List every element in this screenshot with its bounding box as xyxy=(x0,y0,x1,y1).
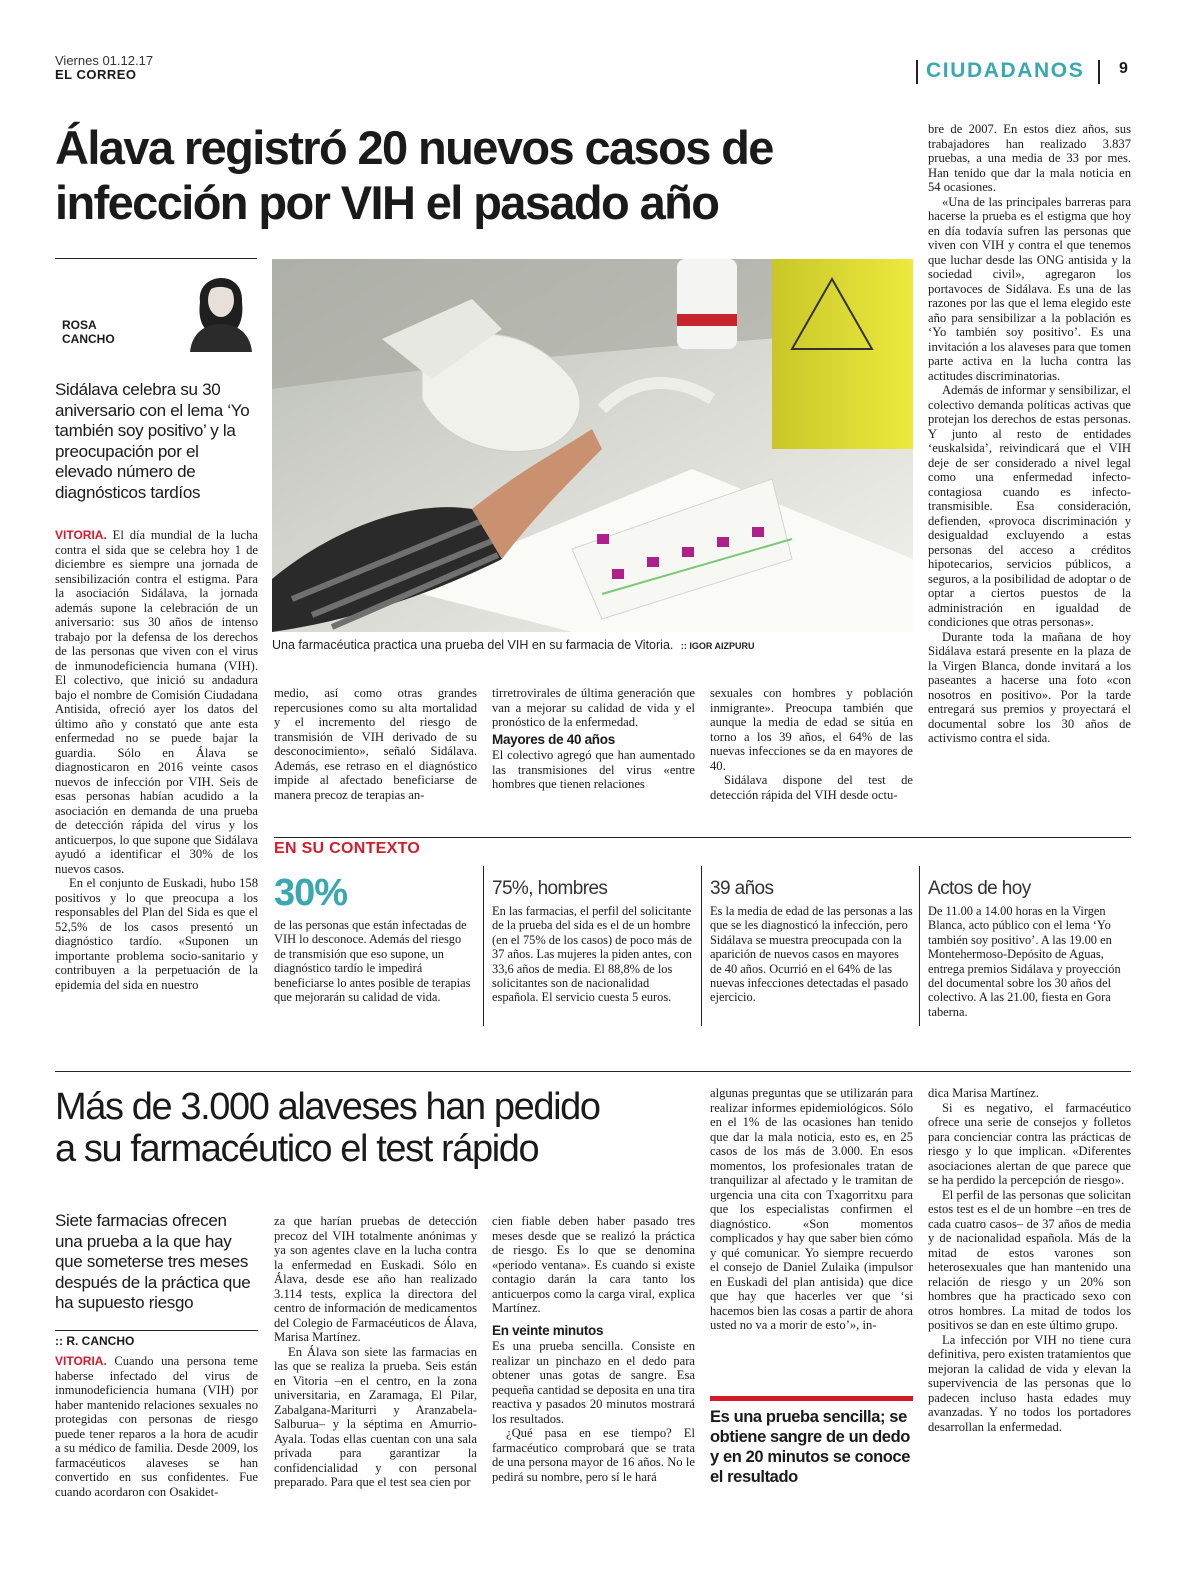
article-1-para-2: En el conjunto de Euskadi, hubo 158 positivos y lo que preocupa a los responsables del Plan del Sida es que el 52,5% de los casos presentó un diagnóstico tardío. «Suponen un importante problema socio-sanitario y contribuyen a la perpetuación de la epidemia del sida en nuestro xyxy=(55,876,258,992)
article-2-col5-para-3: El perfil de las personas que solicitan estos test es el de un hombre –en tres de cada cuatro casos– de 37 años de media y de nacionalidad española. Más de la mitad de estos varones son heterosexuales que han mantenido una relación de riesgo y un 20% son hombres que ha practicado sexo con otros hombres. La mitad de todos los positivos se dan en este último grupo. xyxy=(928,1187,1131,1332)
article-2-col2-para-2: En Álava son siete las farmacias en las que se realiza la prueba. Seis están en Vitoria –en el centro, en la zona universitaria, en Zaramaga, El Pilar, Zabalgana-Mariturri y Aranzabela-Salburua– y la séptima en Amurrio-Ayala. Todas ellas cuentan con una sala privada para garantizar la confidencialidad y con personal preparado. Para que el test sea cien por xyxy=(274,1344,477,1489)
article-separator xyxy=(55,1071,1131,1072)
headline-2-line-2: a su farmacéutico el test rápido xyxy=(55,1128,539,1170)
article-2-col3-para-1: cien fiable deben haber pasado tres meses desde que se realizó la práctica de riesgo. Es lo que se denomina «periodo ventana». Es cuando si existe contagio darán la cara tanto los anticuerpos como la carga viral, explica Martínez. xyxy=(492,1214,695,1315)
dateline-place-2: VITORIA. xyxy=(55,1354,107,1368)
section-name: CIUDADANOS xyxy=(926,59,1085,82)
headline-line-1: Álava registró 20 nuevos casos de xyxy=(55,121,773,174)
article-1-col4-text-b: Sidálava dispone del test de detección rápida del VIH desde octu- xyxy=(710,773,913,802)
author-name xyxy=(62,318,115,346)
article-1-para-1: El día mundial de la lucha contra el sida que se celebra hoy 1 de diciembre es siempre una jornada de sensibilización contra el estigma. Para la asociación Sidálava, la jornada además supone la celebración de un aniversario: sus 30 años de intenso trabajo por la defensa de los derechos de las personas que viven con el virus de inmunodeficiencia humana (VIH). El colectivo, que inició su andadura bajo el nombre de Comisión Ciudadana Antisida, ofreció ayer los datos del último año y constató que ante esta enfermedad no se puede bajar la guardia. Sólo en Álava se diagnosticaron en 2016 veinte casos nuevos de infección por VIH. Seis de esas personas habían acudido a la asociación en demanda de una prueba de detección rápida del virus y los anticuerpos, lo que supone que Sidálava ayudó a identificar el 30% de los nuevos casos. xyxy=(55,528,258,876)
article-2-col2-para-1: za que harían pruebas de detección precoz del VIH totalmente anónimas y ya son agentes clave en la lucha contra la enfermedad en Euskadi. Sólo en Álava, desde ese año han realizado 3.114 tests, explica la directora del centro de información de medicamentos del Colegio de Farmacéuticos de Álava, Marisa Martínez. xyxy=(274,1214,477,1344)
context-box-3 xyxy=(710,878,913,1005)
byline-article-2: :: R. CANCHO xyxy=(55,1334,135,1348)
context-box-2 xyxy=(492,878,692,1005)
headline-line-2: infección por VIH el pasado año xyxy=(55,176,719,229)
section-divider-right xyxy=(1098,60,1100,84)
article-1-column-5 xyxy=(928,122,1131,746)
context-box-4 xyxy=(928,878,1131,1019)
article-2-col3-para-2: Es una prueba sencilla. Consiste en realizar un pinchazo en el dedo para obtener unas gotas de sangre. Esa pequeña cantidad se deposita en una tira reactiva y pasados 20 minutos mostrará los resultados. xyxy=(492,1339,695,1426)
context-box-1-text: de las personas que están infectadas de VIH lo desconoce. Además del riesgo de transmisión que eso supone, un diagnóstico tardío le impedirá beneficiarse lo antes posible de terapias que mejorarán su calidad de vida. xyxy=(274,918,471,1005)
article-2-subheading: En veinte minutos xyxy=(492,1322,604,1338)
article-1-col5-para-4: Durante toda la mañana de hoy Sidálava estará presente en la plaza de la Virgen Blanca, donde invitará a los paseantes a hacerse una foto «con nosotros en positivo». Por la tarde entregará sus premios y proyectará el documental sobre los 30 años de activismo contra el sida. xyxy=(928,629,1131,745)
page-date: Viernes 01.12.17 xyxy=(55,53,154,68)
headline-2-line-1: Más de 3.000 alaveses han pedido xyxy=(55,1086,600,1128)
context-label: EN SU CONTEXTO xyxy=(274,840,421,857)
byline-rule xyxy=(55,1330,258,1331)
photo-caption xyxy=(272,638,917,652)
context-box-2-text: En las farmacias, el perfil del solicitante de la prueba del sida es el de un hombre (en el 75% de los casos) de poco más de 37 años. Las mujeres la piden antes, con 33,6 años de media. El 88,8% de los solicitantes son de nacionalidad española. El servicio cuesta 5 euros. xyxy=(492,904,692,1005)
article-2-col4-text: algunas preguntas que se utilizarán para realizar informes epidemiológicos. Sólo en el 1% de las ocasiones han tenido que dar la mala noticia, esto es, en 25 casos de los más de 3.000. En esos momentos, los profesionales tratan de tranquilizar al afectado y le tramitan de urgencia una cita con Txagorritxu para que los especialistas confirmen el diagnóstico. «Son momentos complicados y hay que saber bien cómo y qué comunicar. Yo siempre recuerdo el consejo de Daniel Zulaika (impulsor en Euskadi del plan antisida) que dice que hay que hacerles ver que ‘si hacemos bien las cosas a partir de ahora usted no va a morir de esto’», in- xyxy=(710,1086,913,1332)
photo-credit: :: IGOR AIZPURU xyxy=(680,641,755,651)
pullquote-rule xyxy=(710,1396,913,1401)
article-1-column-4 xyxy=(710,686,913,802)
context-divider-3 xyxy=(919,866,920,1026)
subhead-article-2: Siete farmacias ofrecen una prueba a la que hay que someterse tres meses después de la práctica que ha supuesto riesgo xyxy=(55,1211,251,1312)
photo-caption-text: Una farmacéutica practica una prueba del VIH en su farmacia de Vitoria. xyxy=(272,638,674,652)
photo-hiv-test xyxy=(272,259,913,632)
article-2-column-1 xyxy=(55,1354,258,1499)
article-2-column-2 xyxy=(274,1214,477,1490)
article-2-column-5 xyxy=(928,1086,1131,1434)
article-1-column-2 xyxy=(274,686,477,802)
context-box-3-text: Es la media de edad de las personas a las que se les diagnosticó la infección, pero Sidálava se muestra preocupada con la aparición de nuevos casos en mayores de 40 años. Ocurrió en el 64% de las nuevas infecciones detectadas el pasado ejercicio. xyxy=(710,904,913,1005)
context-box-1 xyxy=(274,872,474,1004)
article-2-column-4 xyxy=(710,1086,913,1333)
article-1-col4-text-a: sexuales con hombres y población inmigrante». Preocupa también que aunque la media de edad se sitúa en torno a los 39 años, el 64% de las nuevas infecciones se da en mayores de 40. xyxy=(710,686,913,773)
article-2-col5-para-1: dica Marisa Martínez. xyxy=(928,1086,1039,1100)
article-1-col5-para-1: bre de 2007. En estos diez años, sus trabajadores han realizado 3.837 pruebas, a una media de 33 por mes. Han tenido que dar la mala noticia en 54 ocasiones. xyxy=(928,122,1131,194)
article-1-column-1 xyxy=(55,528,258,992)
article-1-col5-para-2: «Una de las principales barreras para hacerse la prueba es el estigma que hoy en día todavía sufren las personas que viven con VIH y contra el que tenemos que luchar desde las ONG antisida y la sociedad civil», agregaron los portavoces de Sidálava. Es una de las razones por las que el lema elegido este año para sensibilizar a la población es ‘Yo también soy positivo’. Es una invitación a los alaveses para que tomen parte activa en la lucha contra las actitudes discriminatorias. xyxy=(928,194,1131,383)
article-1-col3-text-b: El colectivo agregó que han aumentado las transmisiones del virus «entre hombres que tienen relaciones xyxy=(492,748,695,791)
author-portrait xyxy=(186,262,256,352)
article-2-column-3 xyxy=(492,1214,695,1484)
headline-article-2 xyxy=(55,1086,695,1170)
article-2-col3-para-3: ¿Qué pasa en ese tiempo? El farmacéutico comprobará que se trata de una persona mayor de 16 años. No le pedirá su nombre, pero sí le hará xyxy=(492,1426,695,1484)
author-first-name: ROSA xyxy=(62,318,97,332)
article-1-col2-text: medio, así como otras grandes repercusiones como su alta mortalidad y el incremento del riesgo de transmisión de VIH derivado de su desconocimiento», señaló Sidálava. Además, ese retraso en el diagnóstico impide al afectado beneficiarse de manera precoz de terapias an- xyxy=(274,686,477,802)
context-divider-1 xyxy=(483,866,484,1026)
context-box-4-text: De 11.00 a 14.00 horas en la Virgen Blanca, acto público con el lema ‘Yo también soy positivo’. A las 19.00 en Montehermoso-Depósito de Aguas, entrega premios Sidálava y proyección del documental sobre los 30 años del colectivo. A las 21.00, fiesta en Gora taberna. xyxy=(928,904,1121,1019)
context-top-rule xyxy=(274,837,1131,838)
context-divider-2 xyxy=(701,866,702,1026)
context-box-3-title: 39 años xyxy=(710,878,774,899)
newspaper-name: EL CORREO xyxy=(55,67,137,82)
section-divider-left xyxy=(916,60,918,84)
article-1-column-3 xyxy=(492,686,695,792)
article-2-col5-para-2: Si es negativo, el farmacéutico ofrece una serie de consejos y folletos para concienciar contra las prácticas de riesgo y lo que implican. «Diferentes asociaciones alertan de que parece que se ha perdido la percepción de riesgo». xyxy=(928,1100,1131,1187)
page-number: 9 xyxy=(1119,60,1128,77)
pullquote: Es una prueba sencilla; se obtiene sangre de un dedo y en 20 minutos se conoce el resultado xyxy=(710,1408,910,1486)
headline-article-1 xyxy=(55,120,915,230)
author-rule xyxy=(55,258,257,259)
article-1-col5-para-3: Además de informar y sensibilizar, el colectivo demanda políticas activas que protejan los derechos de estas personas. Y junto al resto de entidades ‘euskalsida’, reivindicará que el VIH deje de ser considerado a nivel legal como una enfermedad infecto-contagiosa cuando es infecto-transmisible. Esa consideración, defienden, «provoca discriminación y desigualdad excluyendo a estas personas del acceso a créditos hipotecarios, servicios públicos, a seguros, a la posibilidad de adoptar o de optar a ciertos puestos de la administración en igualdad de condiciones que otras personas». xyxy=(928,383,1131,629)
article-2-col1-text: Cuando una persona teme haberse infectado del virus de inmunodeficiencia humana (VIH) por haber mantenido relaciones sexuales no protegidas con personas de riesgo puede tener reparos a la hora de acudir a su médico de familia. Desde 2009, los farmacéuticos alaveses se han convertido en sus confidentes. Fue cuando acordaron con Osakidet- xyxy=(55,1354,258,1499)
dateline-place: VITORIA. xyxy=(55,528,107,542)
article-1-col3-text-a: tirretrovirales de última generación que van a mejorar su calidad de vida y el pronóstico de la enfermedad. xyxy=(492,686,695,729)
context-box-4-title: Actos de hoy xyxy=(928,878,1031,899)
article-2-col5-para-4: La infección por VIH no tiene cura definitiva, pero existen tratamientos que mejoran la calidad de vida y elevan la supervivencia de las personas que lo padecen incluso hasta edades muy avanzadas. Y no todos los portadores desarrollan la enfermedad. xyxy=(928,1332,1131,1434)
subhead-article-1: Sidálava celebra su 30 aniversario con el lema ‘Yo también soy positivo’ y la preocupación por el elevado número de diagnósticos tardíos xyxy=(55,380,250,502)
article-1-subheading: Mayores de 40 años xyxy=(492,731,615,747)
context-box-1-title: 30% xyxy=(274,872,348,914)
author-last-name: CANCHO xyxy=(62,332,115,346)
context-box-2-title: 75%, hombres xyxy=(492,878,608,899)
